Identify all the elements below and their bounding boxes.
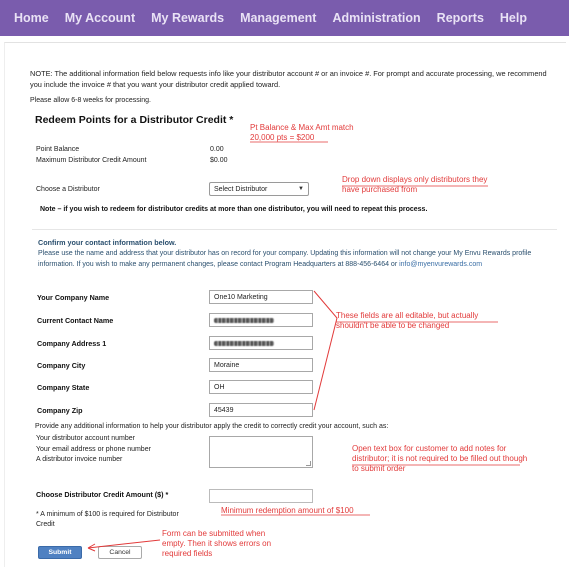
company-name-label: Your Company Name — [37, 293, 110, 302]
support-email-link[interactable]: info@myenvurewards.com — [399, 260, 483, 268]
state-label: Company State — [37, 383, 90, 392]
point-balance-label: Point Balance — [36, 146, 80, 153]
multiple-distributor-note: Note – if you wish to redeem for distributor credits at more than one distributor, you will need to repeat this process. — [40, 206, 428, 213]
nav-home[interactable]: Home — [14, 11, 49, 25]
credit-amount-label: Choose Distributor Credit Amount ($) * — [36, 490, 169, 499]
contact-name-label: Current Contact Name — [37, 316, 114, 325]
annotation-textbox: Open text box for customer to add notes for distributor; it is not required to be filled out though to submit order — [352, 444, 528, 473]
example-contact: Your email address or phone number — [36, 445, 151, 453]
nav-administration[interactable]: Administration — [332, 11, 421, 25]
page-title: Redeem Points for a Distributor Credit * — [35, 114, 234, 126]
max-credit-label: Maximum Distributor Credit Amount — [36, 157, 147, 164]
redacted-text — [214, 318, 274, 323]
confirm-text: Please use the name and address that your distributor has on record for your company. Updating this information will not change your My Envu Rewards profile information. If you wish to make any permanent changes, please contact Program Headquarters at 888-456-6464 or — [38, 250, 532, 268]
top-nav-bar — [0, 0, 569, 36]
annotation-minimum: Minimum redemption amount of $100 — [221, 506, 354, 515]
distributor-select[interactable] — [209, 182, 309, 196]
zip-input[interactable]: 45439 — [209, 403, 313, 417]
submit-button[interactable]: Submit — [38, 546, 82, 559]
point-balance-value: 0.00 — [210, 146, 224, 153]
distributor-select-value: Select Distributor — [214, 185, 268, 193]
confirm-instructions — [38, 249, 560, 270]
nav-management[interactable]: Management — [240, 11, 317, 25]
example-account-number: Your distributor account number — [36, 435, 135, 442]
nav-my-account[interactable]: My Account — [64, 11, 136, 25]
confirm-heading: Confirm your contact information below. — [38, 238, 177, 247]
resize-handle-icon[interactable] — [306, 461, 311, 466]
redacted-text — [214, 341, 274, 346]
city-label: Company City — [37, 361, 86, 370]
cancel-button[interactable]: Cancel — [98, 546, 142, 559]
city-input[interactable]: Moraine — [209, 358, 313, 372]
address-label: Company Address 1 — [37, 339, 107, 348]
invoice-note: NOTE: The additional information field below requests info like your distributor account # or an invoice #. For prompt and accurate processing, we recommend you include the invoice # that you want your distributor credit applied toward. — [30, 69, 547, 89]
address-input[interactable] — [209, 336, 313, 350]
annotation-submit: Form can be submitted when empty. Then it shows errors on required fields — [162, 529, 272, 558]
section-divider — [32, 229, 557, 230]
nav-help[interactable]: Help — [499, 11, 527, 25]
additional-info-examples — [36, 434, 196, 466]
choose-distributor-label: Choose a Distributor — [36, 186, 100, 193]
contact-name-input[interactable] — [209, 313, 313, 327]
annotation-dropdown: Drop down displays only distributors they have purchased from — [342, 175, 488, 194]
annotation-editable: These fields are all editable, but actually shouldn't be able to be changed — [336, 311, 479, 330]
zip-label: Company Zip — [37, 406, 83, 415]
nav-my-rewards[interactable]: My Rewards — [151, 11, 225, 25]
max-credit-value: $0.00 — [210, 157, 228, 164]
company-name-input[interactable]: One10 Marketing — [209, 290, 313, 304]
additional-info-instructions: Provide any additional information to help your distributor apply the credit to correctly credit your account, such as: — [35, 423, 389, 430]
annotation-balance: Pt Balance & Max Amt match 20,000 pts = $200 — [250, 123, 354, 142]
additional-info-textarea[interactable] — [209, 436, 313, 468]
state-input[interactable]: OH — [209, 380, 313, 394]
credit-amount-input[interactable] — [209, 489, 313, 503]
nav-reports[interactable]: Reports — [436, 11, 484, 25]
example-invoice: A distributor invoice number — [36, 456, 123, 463]
chevron-down-icon: ▼ — [298, 186, 304, 192]
processing-time-note: Please allow 6-8 weeks for processing. — [30, 97, 152, 104]
minimum-credit-note: * A minimum of $100 is required for Distributor Credit — [36, 511, 179, 528]
